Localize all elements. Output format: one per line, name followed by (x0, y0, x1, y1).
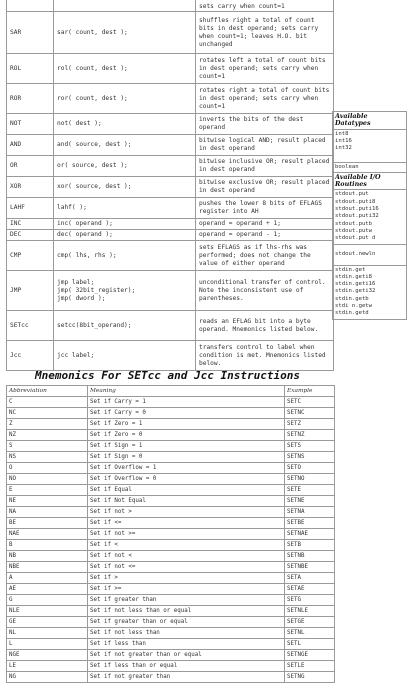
table-row (7, 311, 334, 341)
mnemonic-meaning: Set if Overflow = 0 (88, 474, 285, 485)
mnemonic-example: SETNAE (285, 529, 335, 540)
mnemonic-meaning: Set if not greater than (88, 672, 285, 683)
header-meaning: Meaning (88, 386, 285, 397)
mnemonic-abbreviation: E (7, 485, 88, 496)
table-row (7, 452, 335, 463)
mnemonic-meaning: Set if not < (88, 551, 285, 562)
instruction-description: unconditional transfer of control. Note the inconsistent use of parentheses. (196, 271, 334, 311)
instruction-name: INC (7, 219, 54, 230)
table-row (7, 661, 335, 672)
mnemonic-example: SETNO (285, 474, 335, 485)
table-row (7, 114, 334, 135)
io-routines-heading: Available I/O Routines (333, 172, 407, 190)
mnemonic-meaning: Set if Zero = 0 (88, 430, 285, 441)
instruction-description: sets carry when count=1 (196, 0, 334, 12)
mnemonic-example: SETG (285, 595, 335, 606)
instruction-description: inverts the bits of the dest operand (196, 114, 334, 135)
table-row (7, 84, 334, 114)
mnemonic-meaning: Set if Carry = 0 (88, 408, 285, 419)
table-row (7, 529, 335, 540)
mnemonics-title: Mnemonics For SETcc and Jcc Instructions (35, 369, 300, 382)
mnemonics-table (6, 385, 335, 683)
mnemonic-meaning: Set if greater than (88, 595, 285, 606)
mnemonic-abbreviation: NG (7, 672, 88, 683)
table-row (7, 672, 335, 683)
mnemonic-meaning: Set if >= (88, 584, 285, 595)
instruction-description: sets EFLAGS as if lhs-rhs was performed; does not change the value of either operand (196, 241, 334, 271)
table-row (7, 271, 334, 311)
instruction-description: pushes the lower 8 bits of EFLAGS register into AH (196, 198, 334, 219)
mnemonic-example: SETNL (285, 628, 335, 639)
instruction-name: CMP (7, 241, 54, 271)
mnemonic-example: SETL (285, 639, 335, 650)
mnemonic-abbreviation: NE (7, 496, 88, 507)
instruction-name: OR (7, 156, 54, 177)
reference-sidebar (332, 111, 407, 320)
instruction-syntax: lahf( ); (54, 198, 196, 219)
mnemonic-abbreviation: Z (7, 419, 88, 430)
table-row (7, 12, 334, 54)
mnemonic-example: SETE (285, 485, 335, 496)
table-row (7, 397, 335, 408)
table-row (7, 617, 335, 628)
table-row (7, 639, 335, 650)
mnemonic-meaning: Set if Sign = 0 (88, 452, 285, 463)
mnemonic-meaning: Set if not greater than or equal (88, 650, 285, 661)
table-row (7, 177, 334, 198)
table-row (7, 341, 334, 371)
mnemonic-abbreviation: NO (7, 474, 88, 485)
mnemonic-example: SETO (285, 463, 335, 474)
instruction-description: reads an EFLAG bit into a byte operand. Mnemonics listed below. (196, 311, 334, 341)
instruction-syntax: rol( count, dest ); (54, 54, 196, 84)
table-row (7, 540, 335, 551)
mnemonic-example: SETC (285, 397, 335, 408)
mnemonic-example: SETB (285, 540, 335, 551)
mnemonic-meaning: Set if < (88, 540, 285, 551)
instruction-name: XOR (7, 177, 54, 198)
instruction-description: operand = operand - 1; (196, 230, 334, 241)
instruction-syntax: or( source, dest ); (54, 156, 196, 177)
instruction-description: bitwise inclusive OR; result placed in dest operand (196, 156, 334, 177)
instruction-syntax: xor( source, dest ); (54, 177, 196, 198)
table-row (333, 190, 407, 244)
instruction-description: rotates left a total of count bits in dest operand; sets carry when count=1 (196, 54, 334, 84)
instruction-name (7, 0, 54, 12)
mnemonic-abbreviation: NBE (7, 562, 88, 573)
table-row (7, 219, 334, 230)
instruction-syntax: sar( count, dest ); (54, 12, 196, 54)
mnemonic-meaning: Set if not <= (88, 562, 285, 573)
mnemonic-meaning: Set if not > (88, 507, 285, 518)
mnemonic-meaning: Set if Overflow = 1 (88, 463, 285, 474)
instruction-syntax: and( source, dest ); (54, 135, 196, 156)
instruction-name: Jcc (7, 341, 54, 371)
mnemonic-example: SETNE (285, 496, 335, 507)
stdin-routines: stdin.get stdin.geti8 stdin.geti16 stdin.geti32 stdin.getb stdi n.getw stdin.getd (333, 265, 407, 319)
mnemonic-example: SETLE (285, 661, 335, 672)
table-row (7, 518, 335, 529)
mnemonic-abbreviation: NAE (7, 529, 88, 540)
stdout-routines: stdout.put stdout.puti8 stdout.puti16 stdout.puti32 stdout.putb stdout.putw stdout.put d (333, 190, 407, 244)
instruction-description: rotates right a total of count bits in dest operand; sets carry when count=1 (196, 84, 334, 114)
mnemonic-meaning: Set if not less than (88, 628, 285, 639)
mnemonic-meaning: Set if Sign = 1 (88, 441, 285, 452)
mnemonic-abbreviation: NS (7, 452, 88, 463)
mnemonic-abbreviation: C (7, 397, 88, 408)
mnemonic-meaning: Set if less than or equal (88, 661, 285, 672)
table-row (7, 156, 334, 177)
instruction-syntax: ror( count, dest ); (54, 84, 196, 114)
mnemonic-abbreviation: BE (7, 518, 88, 529)
mnemonic-example: SETS (285, 441, 335, 452)
mnemonic-abbreviation: NGE (7, 650, 88, 661)
mnemonic-abbreviation: NC (7, 408, 88, 419)
table-row (7, 135, 334, 156)
mnemonic-abbreviation: NL (7, 628, 88, 639)
mnemonic-abbreviation: S (7, 441, 88, 452)
mnemonic-abbreviation: NLE (7, 606, 88, 617)
mnemonic-abbreviation: A (7, 573, 88, 584)
table-row (7, 507, 335, 518)
table-row (7, 595, 335, 606)
datatypes-heading: Available Datatypes (333, 112, 407, 130)
table-row (7, 430, 335, 441)
mnemonic-meaning: Set if Equal (88, 485, 285, 496)
mnemonic-meaning: Set if Not Equal (88, 496, 285, 507)
mnemonic-example: SETGE (285, 617, 335, 628)
mnemonic-example: SETNZ (285, 430, 335, 441)
instruction-syntax: jmp label; jmp( 32bit_register); jmp( dword ); (54, 271, 196, 311)
table-header-row (7, 386, 335, 397)
table-row (7, 474, 335, 485)
table-row (333, 162, 407, 172)
mnemonic-abbreviation: B (7, 540, 88, 551)
table-row (7, 650, 335, 661)
mnemonic-meaning: Set if Carry = 1 (88, 397, 285, 408)
table-row (7, 0, 334, 12)
instruction-description: transfers control to label when condition is met. Mnemonics listed below. (196, 341, 334, 371)
mnemonic-abbreviation: NA (7, 507, 88, 518)
datatypes-list: int8 int16 int32 (333, 129, 407, 162)
instruction-syntax: setcc(8bit_operand); (54, 311, 196, 341)
boolean-type: boolean (333, 162, 407, 172)
mnemonic-abbreviation: L (7, 639, 88, 650)
table-row (7, 241, 334, 271)
table-row (7, 463, 335, 474)
instruction-name: LAHF (7, 198, 54, 219)
mnemonic-example: SETA (285, 573, 335, 584)
mnemonic-meaning: Set if not less than or equal (88, 606, 285, 617)
table-row (7, 562, 335, 573)
instruction-table (6, 0, 334, 371)
instruction-syntax: cmp( lhs, rhs ); (54, 241, 196, 271)
instruction-description: bitwise exclusive OR; result placed in dest operand (196, 177, 334, 198)
mnemonic-example: SETNC (285, 408, 335, 419)
mnemonic-abbreviation: O (7, 463, 88, 474)
mnemonic-example: SETNA (285, 507, 335, 518)
mnemonic-example: SETBE (285, 518, 335, 529)
instruction-description: shuffles right a total of count bits in dest operand; sets carry when count=1; leaves H.O. bit unchanged (196, 12, 334, 54)
instruction-name: JMP (7, 271, 54, 311)
table-row (7, 496, 335, 507)
header-example: Example (285, 386, 335, 397)
table-row (7, 441, 335, 452)
mnemonic-abbreviation: LE (7, 661, 88, 672)
instruction-syntax: inc( operand ); (54, 219, 196, 230)
stdout-newln: stdout.newln (333, 244, 407, 265)
instruction-description: bitwise logical AND; result placed in dest operand (196, 135, 334, 156)
instruction-name: NOT (7, 114, 54, 135)
mnemonic-meaning: Set if greater than or equal (88, 617, 285, 628)
instruction-description: operand = operand + 1; (196, 219, 334, 230)
mnemonic-meaning: Set if > (88, 573, 285, 584)
mnemonic-meaning: Set if less than (88, 639, 285, 650)
table-row (333, 244, 407, 265)
table-row (7, 628, 335, 639)
table-row (7, 485, 335, 496)
table-row (7, 606, 335, 617)
table-row (7, 408, 335, 419)
mnemonic-example: SETNGE (285, 650, 335, 661)
mnemonic-example: SETAE (285, 584, 335, 595)
mnemonic-meaning: Set if <= (88, 518, 285, 529)
mnemonic-example: SETNLE (285, 606, 335, 617)
table-row (7, 230, 334, 241)
instruction-syntax: not( dest ); (54, 114, 196, 135)
table-row (7, 551, 335, 562)
mnemonic-example: SETZ (285, 419, 335, 430)
mnemonic-example: SETNBE (285, 562, 335, 573)
table-row (333, 172, 407, 190)
instruction-syntax: jcc label; (54, 341, 196, 371)
table-row (7, 419, 335, 430)
table-row (333, 265, 407, 319)
mnemonic-abbreviation: NB (7, 551, 88, 562)
header-abbreviation: Abbreviation (7, 386, 88, 397)
mnemonic-abbreviation: AE (7, 584, 88, 595)
mnemonic-example: SETNB (285, 551, 335, 562)
mnemonic-meaning: Set if not >= (88, 529, 285, 540)
instruction-syntax: dec( operand ); (54, 230, 196, 241)
mnemonic-example: SETNG (285, 672, 335, 683)
mnemonic-meaning: Set if Zero = 1 (88, 419, 285, 430)
instruction-name: SETcc (7, 311, 54, 341)
table-row (7, 198, 334, 219)
table-row (7, 54, 334, 84)
instruction-name: DEC (7, 230, 54, 241)
table-row (333, 112, 407, 130)
table-row (7, 573, 335, 584)
instruction-syntax (54, 0, 196, 12)
mnemonic-abbreviation: NZ (7, 430, 88, 441)
instruction-name: ROR (7, 84, 54, 114)
mnemonic-abbreviation: G (7, 595, 88, 606)
instruction-name: AND (7, 135, 54, 156)
mnemonic-abbreviation: GE (7, 617, 88, 628)
instruction-name: SAR (7, 12, 54, 54)
table-row (333, 129, 407, 162)
table-row (7, 584, 335, 595)
mnemonic-example: SETNS (285, 452, 335, 463)
instruction-name: ROL (7, 54, 54, 84)
